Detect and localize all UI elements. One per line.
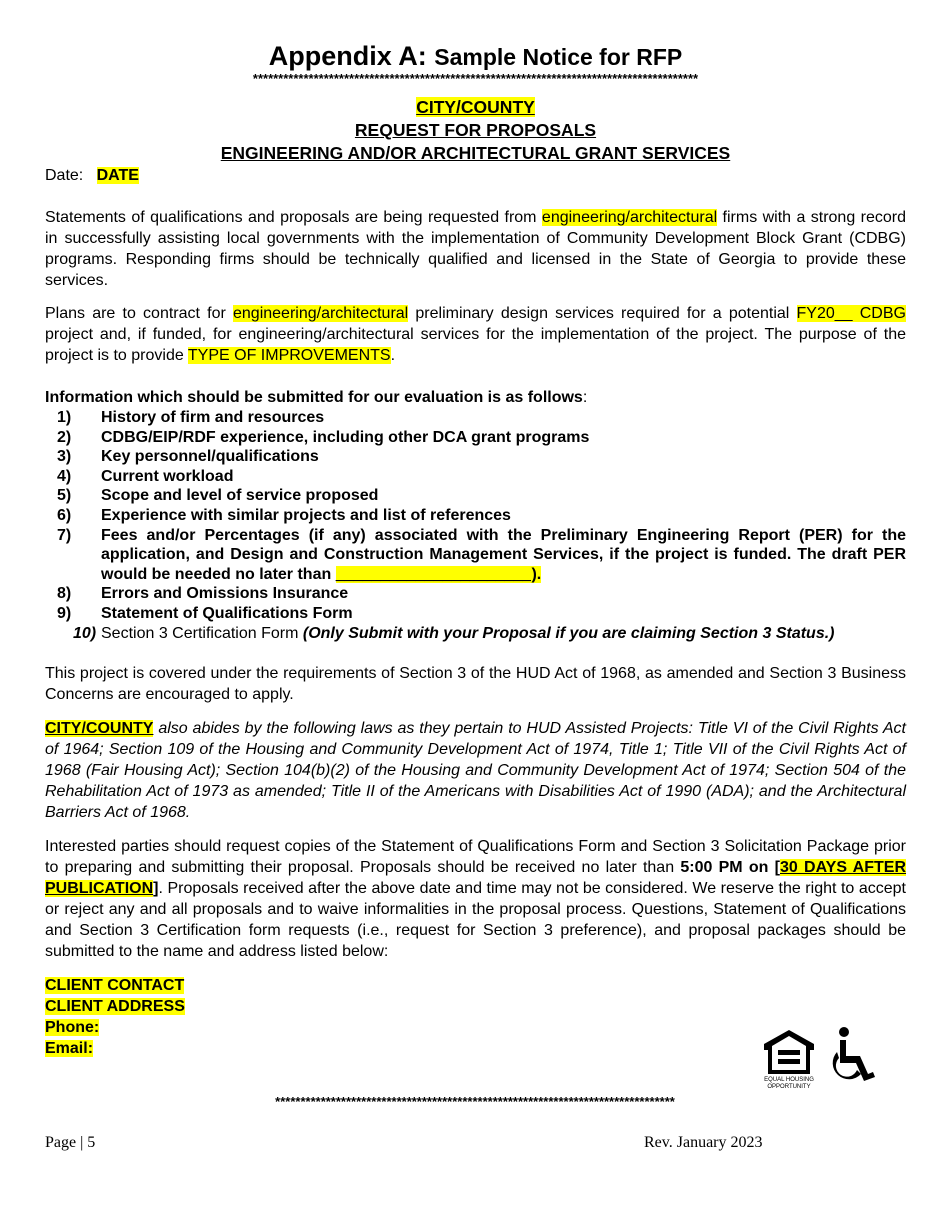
list-item: 6) Experience with similar projects and list of references bbox=[57, 506, 511, 524]
header-rfp: REQUEST FOR PROPOSALS bbox=[354, 120, 597, 140]
list-item: 7) Fees and/or Percentages (if any) associated with the Preliminary Engineering Report (PER) for the application, and Design and Construction Management Services, if the project is funded. The draft PER would be needed no later than ______________________). bbox=[57, 526, 906, 583]
logos bbox=[762, 1026, 882, 1092]
list-item: 5) Scope and level of service proposed bbox=[57, 487, 379, 505]
paragraph-submission: Interested parties should request copies of the Statement of Qualifications Form and Section 3 Solicitation Package prior to preparing and submitting their proposal. Proposals should be received no later than 5:00 PM on [30 DAYS AFTER PUBLICATION]. Proposals received after the above date and time may not be considered. We reserve the right to accept or reject any and all proposals and to waive informalities in the proposal process. Questions, Statement of Qualifications and Section 3 Certification form requests (i.e., request for Section 3 preference), and proposal packages should be submitted to the name and address listed below: bbox=[45, 838, 907, 961]
client-contact: CLIENT CONTACT bbox=[45, 977, 185, 995]
list-item: 10) Section 3 Certification Form (Only Submit with your Proposal if you are claiming Section 3 Status.) bbox=[73, 624, 835, 642]
title-sub: Sample Notice for RFP bbox=[434, 44, 683, 70]
svg-text:EQUAL HOUSING: EQUAL HOUSING bbox=[764, 1077, 814, 1083]
info-heading: Information which should be submitted for our evaluation is as follows: bbox=[45, 389, 588, 406]
title-main: Appendix A: bbox=[268, 41, 427, 71]
header-city-county: CITY/COUNTY bbox=[416, 97, 535, 117]
list-item: 3) Key personnel/qualifications bbox=[57, 448, 319, 466]
footer-page-number: Page | 5 bbox=[45, 1134, 96, 1151]
paragraph-intro: Statements of qualifications and proposals are being requested from engineering/architectural firms with a strong record in successfully assisting local governments with the implementation of Community Development Block Grant (CDBG) programs. Responding firms should be technically qualified and licensed in the State of Georgia to provide these services. bbox=[45, 209, 906, 289]
list-item: 4) Current workload bbox=[57, 467, 234, 485]
date-value: DATE bbox=[96, 167, 139, 184]
date-line: Date: DATE bbox=[45, 167, 139, 184]
header-services: ENGINEERING AND/OR ARCHITECTURAL GRANT SERVICES bbox=[220, 143, 731, 163]
footer-revision: Rev. January 2023 bbox=[644, 1134, 763, 1151]
deadline-highlight: 30 DAYS AFTER PUBLICATION bbox=[45, 859, 907, 898]
paragraph-laws: CITY/COUNTY also abides by the following laws as they pertain to HUD Assisted Projects: Title VI of the Civil Rights Act of 1964; Section 109 of the Housing and Community Development Act of 1974, Title 1; Title VII of the Civil Rights Act of 1968 (Fair Housing Act); Section 104(b)(2) of the Housing and Community Development Act of 1974; Section 504 of the Rehabilitation Act of 1973 as amended; Title II of the Americans with Disabilities Act of 1990 (ADA); and the Architectural Barriers Act of 1968. bbox=[45, 720, 906, 822]
page-title bbox=[45, 40, 906, 74]
client-address: CLIENT ADDRESS bbox=[45, 998, 185, 1016]
paragraph-plans: Plans are to contract for engineering/architectural preliminary design services required for a potential FY20__ CDBG project and, if funded, for engineering/architectural services for the implementation of the project. The purpose of the project is to provide TYPE OF IMPROVEMENTS. bbox=[45, 305, 906, 364]
separator-stars-bottom: ******************************************************************************* bbox=[275, 1094, 675, 1109]
svg-text:OPPORTUNITY: OPPORTUNITY bbox=[767, 1084, 811, 1090]
list-item: 8) Errors and Omissions Insurance bbox=[57, 585, 349, 603]
list-item: 1) History of firm and resources bbox=[57, 409, 325, 426]
paragraph-section3: This project is covered under the requirements of Section 3 of the HUD Act of 1968, as amended and Section 3 Business Concerns are encouraged to apply. bbox=[45, 665, 906, 704]
document-page bbox=[45, 40, 906, 1059]
list-item: 2) CDBG/EIP/RDF experience, including other DCA grant programs bbox=[57, 428, 590, 446]
requirements-list bbox=[45, 408, 906, 643]
list-item: 9) Statement of Qualifications Form bbox=[57, 604, 353, 622]
wheelchair-icon bbox=[826, 1026, 878, 1088]
separator-stars-top: **************************************************************************************** bbox=[252, 71, 699, 86]
client-phone: Phone: bbox=[45, 1019, 100, 1037]
per-deadline-blank: ______________________ bbox=[335, 565, 532, 583]
client-email: Email: bbox=[45, 1040, 94, 1058]
